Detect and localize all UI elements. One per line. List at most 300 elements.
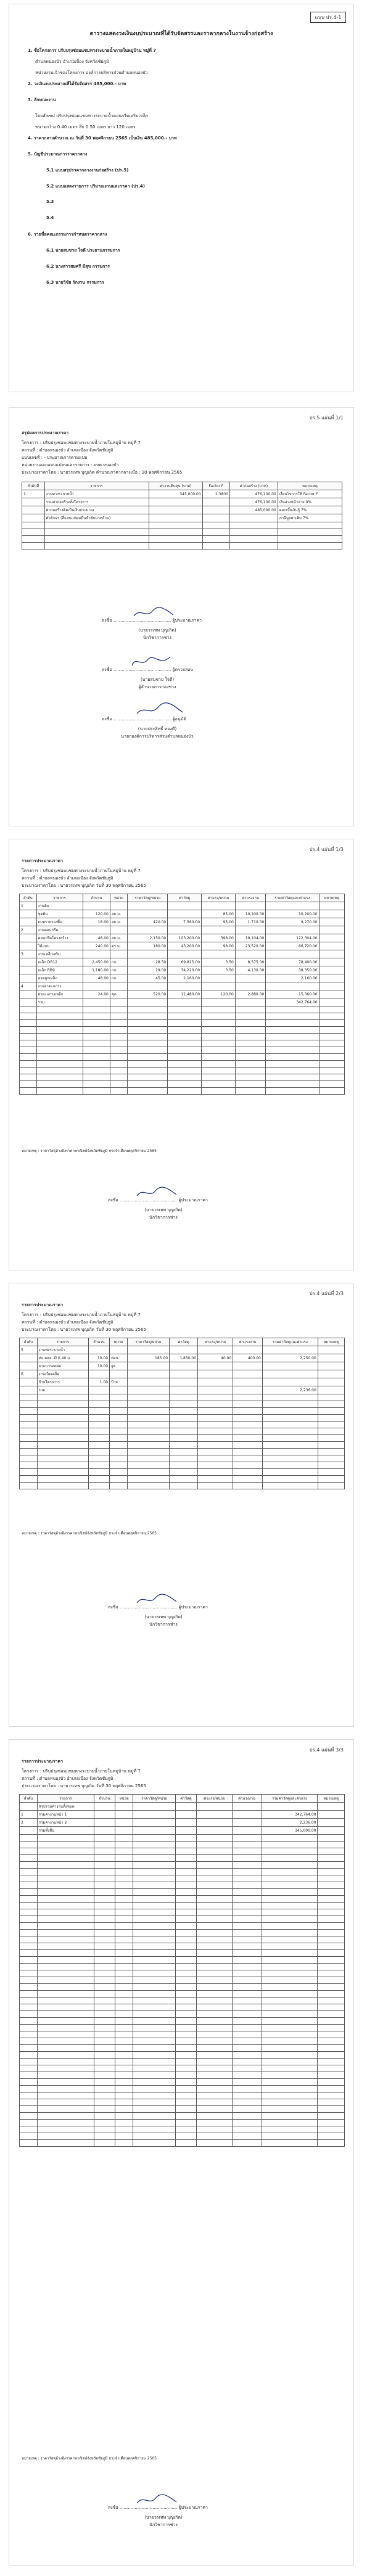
table-cell xyxy=(115,2059,133,2065)
table-cell xyxy=(20,1835,38,1841)
table-cell xyxy=(198,1408,233,1415)
table-cell xyxy=(115,1889,133,1896)
table-cell xyxy=(319,1074,344,1081)
table-cell xyxy=(202,950,236,958)
project-info-line: 6.2 นางสาวสมศรี มีสุข กรรมการ xyxy=(46,264,110,269)
table-cell xyxy=(115,2038,133,2045)
table-cell xyxy=(168,1061,202,1068)
table-cell xyxy=(175,2099,196,2106)
table-cell xyxy=(94,1882,115,1889)
table-cell xyxy=(198,1362,233,1370)
project-info-line: 6.1 นายสมชาย ใจดี ประธานกรรมการ xyxy=(46,248,120,253)
table-cell xyxy=(170,1442,198,1449)
table-cell xyxy=(20,1386,38,1394)
table-cell xyxy=(20,1449,38,1455)
table-cell xyxy=(262,1991,318,1998)
table-cell xyxy=(20,1034,37,1040)
signer-line: ลงชื่อ .......................................... ผู้ประมาณราคา xyxy=(108,2505,208,2510)
project-info-line: 4. ราคากลางคำนวณ ณ วันที่ 30 พฤศจิกายน 2565 เป็นเงิน 485,000.- บาท xyxy=(28,136,177,141)
signer-name: (นายสมชาย ใจดี) xyxy=(140,677,175,682)
table-cell: 2,160.00 xyxy=(168,974,202,982)
table-cell xyxy=(128,950,168,958)
table-cell xyxy=(175,1903,196,1909)
table-cell: งานทางระบายน้ำ xyxy=(44,490,149,498)
table-row xyxy=(20,1476,345,1483)
table-cell xyxy=(94,1936,115,1943)
table-cell: 476,100.00 xyxy=(229,498,278,506)
table-cell xyxy=(202,1054,236,1061)
table-cell xyxy=(20,1848,38,1855)
table-cell xyxy=(232,2133,262,2140)
table-cell xyxy=(319,942,344,950)
table-cell xyxy=(233,1476,263,1483)
signer-position: นักวิชาการช่าง xyxy=(143,635,171,640)
table-cell xyxy=(127,1362,169,1370)
table-cell xyxy=(20,990,37,998)
table-cell xyxy=(94,1848,115,1855)
table-cell xyxy=(37,1469,88,1476)
table-cell xyxy=(235,1027,265,1034)
table-cell xyxy=(318,2106,345,2113)
table-cell xyxy=(175,1889,196,1896)
table-cell xyxy=(115,2011,133,2018)
section-heading: รายการประมาณราคา xyxy=(22,1759,64,1764)
table-cell xyxy=(94,2065,115,2072)
table-cell xyxy=(88,1415,109,1422)
table-cell xyxy=(37,2092,94,2099)
table-cell: 9,270.00 xyxy=(266,918,319,926)
table-row xyxy=(20,1984,345,1991)
table-row xyxy=(20,958,345,966)
table-cell xyxy=(115,2113,133,2120)
table-cell xyxy=(133,1903,176,1909)
table-cell xyxy=(37,2031,94,2038)
table-cell xyxy=(88,1455,109,1462)
table-cell xyxy=(83,1006,110,1013)
table-cell xyxy=(197,2011,233,2018)
table-cell: 342,764.00 xyxy=(266,998,319,1006)
table-cell: 8,575.00 xyxy=(235,958,265,966)
table-cell xyxy=(202,974,236,982)
table-cell xyxy=(20,1362,38,1370)
column-header: ลำดับ xyxy=(20,1795,38,1803)
table-cell xyxy=(36,1074,83,1081)
table-cell xyxy=(318,1835,345,1841)
table-cell xyxy=(175,1841,196,1848)
table-cell xyxy=(318,1970,345,1977)
table-cell xyxy=(175,2092,196,2099)
table-row xyxy=(20,1088,345,1095)
table-cell xyxy=(37,2079,94,2086)
table-cell xyxy=(175,1964,196,1970)
table-cell xyxy=(262,1882,318,1889)
table-cell xyxy=(262,2004,318,2011)
table-cell xyxy=(197,2133,233,2140)
table-cell xyxy=(202,982,236,990)
table-cell xyxy=(319,918,344,926)
table-cell xyxy=(197,1862,233,1869)
table-cell xyxy=(197,1970,233,1977)
table-cell xyxy=(319,1034,344,1040)
table-cell xyxy=(198,1428,233,1435)
table-row xyxy=(20,1386,345,1394)
table-cell xyxy=(133,2072,176,2079)
table-row xyxy=(20,1408,345,1415)
table-cell xyxy=(175,1950,196,1957)
table-cell xyxy=(37,1916,94,1923)
table-cell xyxy=(149,543,202,549)
table-cell xyxy=(197,1964,233,1970)
table-row xyxy=(20,1074,345,1081)
table-cell xyxy=(133,2038,176,2045)
project-info-line: โดยสังเขป ปรับปรุงซ่อมแซมทางระบายน้ำคอนกรีตเสริมเหล็ก xyxy=(35,113,149,118)
table-cell xyxy=(83,1081,110,1088)
table-cell xyxy=(175,1862,196,1869)
table-cell xyxy=(318,1889,345,1896)
table-cell xyxy=(232,2079,262,2086)
table-cell xyxy=(88,1462,109,1469)
table-cell xyxy=(37,1943,94,1950)
page-title: ตารางแสดงวงเงินงบประมาณที่ได้รับจัดสรรและราคากลางในงานจ้างก่อสร้าง xyxy=(89,31,273,37)
table-cell xyxy=(262,1977,318,1984)
table-cell xyxy=(20,1354,38,1362)
table-cell xyxy=(133,2059,176,2065)
table-cell xyxy=(168,950,202,958)
signature-scribble xyxy=(133,606,176,620)
table-cell xyxy=(115,2025,133,2031)
table-cell xyxy=(20,1422,38,1428)
signature-scribble xyxy=(136,2493,179,2507)
table-cell xyxy=(110,1020,127,1027)
table-cell xyxy=(36,1047,83,1054)
table-cell xyxy=(232,2025,262,2031)
table-cell xyxy=(319,1061,344,1068)
table-cell: 2,450.00 xyxy=(83,958,110,966)
table-cell xyxy=(229,522,278,529)
table-cell xyxy=(88,1401,109,1408)
table-cell xyxy=(197,1943,233,1950)
table-cell xyxy=(88,1483,109,1489)
table-cell xyxy=(202,1040,236,1047)
table-cell xyxy=(94,2113,115,2120)
table-cell xyxy=(94,1970,115,1977)
table-cell xyxy=(37,1841,94,1848)
table-cell xyxy=(318,2038,345,2045)
table-cell: ฝาตะแกรงเหล็ก xyxy=(36,990,83,998)
form-code-badge: แบบ ปร.4-1 xyxy=(310,12,346,23)
column-header: ค่าแรง/หน่วย xyxy=(202,894,236,902)
table-cell: รวมทั้งสิ้น xyxy=(37,1827,94,1835)
table-cell xyxy=(94,1862,115,1869)
table-row xyxy=(20,1462,345,1469)
project-info-line: 5.3 xyxy=(46,199,54,204)
table-row xyxy=(20,1013,345,1020)
table-cell xyxy=(20,2018,38,2025)
signer-position: นักวิชาการช่าง xyxy=(149,1215,178,1220)
table-cell xyxy=(262,1428,318,1435)
footnote: หมายเหตุ : ราคาวัสดุอ้างอิงราคาพาณิชย์จังหวัดชัยภูมิ ประจำเดือนพฤศจิกายน 2565 xyxy=(22,1531,157,1536)
table-cell xyxy=(128,998,168,1006)
signature-scribble xyxy=(136,702,185,718)
table-cell xyxy=(262,2045,318,2052)
column-header: หมายเหตุ xyxy=(319,894,344,902)
column-header: หน่วย xyxy=(110,894,127,902)
table-cell xyxy=(127,1469,169,1476)
table-cell xyxy=(37,1936,94,1943)
table-cell xyxy=(168,1006,202,1013)
table-cell xyxy=(266,1034,319,1040)
table-cell xyxy=(319,958,344,966)
table-cell: ลวดผูกเหล็ก xyxy=(36,974,83,982)
table-cell xyxy=(235,1047,265,1054)
table-row xyxy=(20,974,345,982)
table-cell: ป้าย xyxy=(110,1378,128,1386)
table-cell xyxy=(197,2140,233,2147)
table-cell xyxy=(262,1950,318,1957)
table-cell xyxy=(94,2011,115,2018)
table-row xyxy=(22,529,342,536)
table-cell xyxy=(175,2059,196,2065)
table-cell xyxy=(20,966,37,974)
table-cell xyxy=(170,1449,198,1455)
table-cell xyxy=(149,514,202,522)
table-cell xyxy=(37,2011,94,2018)
table-row xyxy=(20,2065,345,2072)
signer-line: ลงชื่อ .......................................... ผู้ประมาณราคา xyxy=(108,1198,208,1203)
table-cell xyxy=(88,1422,109,1428)
table-cell xyxy=(115,1991,133,1998)
table-cell xyxy=(94,1977,115,1984)
table-cell xyxy=(232,2086,262,2092)
table-row xyxy=(20,2092,345,2099)
table-cell xyxy=(94,2133,115,2140)
table-cell xyxy=(318,1422,344,1428)
table-cell xyxy=(202,1013,236,1020)
section-heading: รายการประมาณราคา xyxy=(22,858,64,863)
table-cell xyxy=(115,1896,133,1903)
table-cell xyxy=(197,1896,233,1903)
table-cell xyxy=(168,1040,202,1047)
table-row xyxy=(20,2004,345,2011)
table-cell: ดอกเบี้ยเงินกู้ 7% xyxy=(278,506,342,514)
table-cell: 345,000.00 xyxy=(149,490,202,498)
table-cell: 40.00 xyxy=(198,1354,233,1362)
table-cell xyxy=(115,2106,133,2113)
column-header: ค่าวัสดุ xyxy=(168,894,202,902)
table-cell xyxy=(168,982,202,990)
table-cell xyxy=(110,1462,128,1469)
table-cell xyxy=(20,1401,38,1408)
table-cell: 2,250.00 xyxy=(262,1354,318,1362)
column-header: รวมค่าวัสดุและค่าแรง xyxy=(266,894,319,902)
table-cell xyxy=(197,1991,233,1998)
table-cell xyxy=(83,982,110,990)
table-row xyxy=(20,2106,345,2113)
table-cell: สรุปรวมค่างานทั้งหมด xyxy=(37,1803,94,1811)
table-row xyxy=(20,1923,345,1930)
table-row xyxy=(20,1882,345,1889)
table-cell xyxy=(115,2079,133,2086)
table-cell xyxy=(88,1476,109,1483)
table-cell xyxy=(175,2011,196,2018)
table-row xyxy=(20,1378,345,1386)
table-cell xyxy=(233,1386,263,1394)
table-cell xyxy=(94,1923,115,1930)
project-info-line: 5.2 แบบแสดงรายการ ปริมาณงานและราคา (ปร.4) xyxy=(46,184,145,189)
table-cell xyxy=(20,1061,37,1068)
table-row xyxy=(20,1903,345,1909)
table-cell xyxy=(319,1013,344,1020)
table-cell xyxy=(266,1081,319,1088)
table-cell xyxy=(127,1415,169,1422)
table-cell xyxy=(175,1977,196,1984)
table-cell xyxy=(197,1869,233,1875)
table-cell: จุด xyxy=(110,1362,128,1370)
table-cell xyxy=(128,1081,168,1088)
table-cell xyxy=(110,1408,128,1415)
table-cell xyxy=(44,522,149,529)
table-cell xyxy=(232,1903,262,1909)
table-row xyxy=(22,506,342,514)
table-cell xyxy=(83,1068,110,1074)
table-cell xyxy=(128,910,168,918)
table-cell xyxy=(37,2045,94,2052)
table-cell: 43,200.00 xyxy=(168,942,202,950)
table-cell xyxy=(133,1950,176,1957)
table-cell xyxy=(20,1930,38,1936)
table-cell xyxy=(235,1006,265,1013)
table-cell xyxy=(319,982,344,990)
table-cell xyxy=(266,1040,319,1047)
column-header: รายการ xyxy=(37,1795,94,1803)
table-row xyxy=(20,902,345,910)
table-cell: 342,764.00 xyxy=(262,1811,318,1819)
project-info-line: 6. รายชื่อคณะกรรมการกำหนดราคากลาง xyxy=(28,232,107,237)
table-row xyxy=(20,1081,345,1088)
project-info-line: 5.1 แบบสรุปราคากลางงานก่อสร้าง (ปร.5) xyxy=(46,168,129,173)
table-cell xyxy=(20,2025,38,2031)
table-cell xyxy=(110,1394,128,1401)
table-cell xyxy=(232,2120,262,2126)
table-cell xyxy=(175,1998,196,2004)
table-cell xyxy=(115,2045,133,2052)
meta-line: โครงการ : ปรับปรุงซ่อมแซมทางระบายน้ำภายในหมู่บ้าน หมู่ที่ 7 xyxy=(22,1769,141,1774)
table-cell xyxy=(262,2126,318,2133)
table-cell xyxy=(20,1047,37,1054)
table-cell xyxy=(232,1909,262,1916)
table-row xyxy=(20,2052,345,2059)
table-row xyxy=(20,966,345,974)
table-cell xyxy=(197,1998,233,2004)
table-cell xyxy=(262,1415,318,1422)
table-cell xyxy=(133,1835,176,1841)
table-cell xyxy=(175,1848,196,1855)
table-cell xyxy=(318,1469,344,1476)
table-cell: รวมค่างานหน้า 2 xyxy=(37,1819,94,1827)
project-info-line: 5. บัญชีประมาณการราคากลาง xyxy=(28,152,88,157)
table-cell: รวมค่างานหน้า 1 xyxy=(37,1811,94,1819)
table-cell xyxy=(318,1991,345,1998)
table-cell xyxy=(37,1909,94,1916)
cost-table xyxy=(19,1338,345,1489)
table-cell xyxy=(94,2059,115,2065)
table-cell xyxy=(197,1882,233,1889)
table-cell xyxy=(168,1013,202,1020)
table-cell xyxy=(232,1943,262,1950)
column-header: ค่าแรง/หน่วย xyxy=(197,1795,233,1803)
table-cell xyxy=(149,498,202,506)
signer-name: (นายวรเทพ บุญเกิด) xyxy=(138,628,176,633)
table-cell xyxy=(202,1006,236,1013)
table-cell xyxy=(235,982,265,990)
table-cell xyxy=(94,2099,115,2106)
table-cell xyxy=(232,1803,262,1811)
table-cell xyxy=(318,1401,344,1408)
table-cell xyxy=(175,1803,196,1811)
table-cell xyxy=(22,506,45,514)
table-row xyxy=(20,1889,345,1896)
table-cell xyxy=(262,1462,318,1469)
table-cell xyxy=(278,522,342,529)
table-cell xyxy=(127,1428,169,1435)
table-row xyxy=(22,490,342,498)
table-cell xyxy=(232,1984,262,1991)
table-cell xyxy=(262,2079,318,2086)
table-row xyxy=(20,1930,345,1936)
table-cell xyxy=(232,2038,262,2045)
table-cell xyxy=(262,2065,318,2072)
column-header: ค่าแรงงาน xyxy=(232,1795,262,1803)
table-cell: กก. xyxy=(110,974,127,982)
table-cell xyxy=(22,543,45,549)
meta-line: ประมาณราคาโดย : นายวรเทพ บุญเกิด วันที่ 30 พฤศจิกายน 2565 xyxy=(22,1784,146,1788)
table-cell xyxy=(88,1435,109,1442)
table-cell: 48.00 xyxy=(83,934,110,942)
table-cell xyxy=(170,1415,198,1422)
table-cell xyxy=(83,1054,110,1061)
table-cell xyxy=(36,1081,83,1088)
table-cell xyxy=(94,2004,115,2011)
table-cell xyxy=(133,1803,176,1811)
table-cell xyxy=(94,1943,115,1950)
table-cell xyxy=(233,1346,263,1354)
table-cell xyxy=(149,536,202,543)
table-cell xyxy=(262,1903,318,1909)
table-cell xyxy=(115,1950,133,1957)
table-cell xyxy=(198,1370,233,1378)
table-cell xyxy=(83,950,110,958)
table-cell xyxy=(110,1054,127,1061)
column-header: รายการ xyxy=(37,1338,88,1346)
table-cell xyxy=(318,1896,345,1903)
table-cell xyxy=(262,2031,318,2038)
table-cell xyxy=(133,2004,176,2011)
table-cell xyxy=(133,1984,176,1991)
table-cell xyxy=(318,2052,345,2059)
table-cell xyxy=(110,926,127,934)
table-cell xyxy=(197,1984,233,1991)
meta-line: ประมาณราคาโดย : นายวรเทพ บุญเกิด วันที่ 30 พฤศจิกายน 2565 xyxy=(22,1327,146,1332)
table-cell xyxy=(235,974,265,982)
table-cell xyxy=(128,1061,168,1068)
table-cell xyxy=(175,1909,196,1916)
table-cell xyxy=(37,1896,94,1903)
table-cell xyxy=(133,2106,176,2113)
table-cell xyxy=(20,1013,37,1020)
table-cell: 24.00 xyxy=(83,990,110,998)
table-cell xyxy=(318,1936,345,1943)
table-cell xyxy=(37,2018,94,2025)
